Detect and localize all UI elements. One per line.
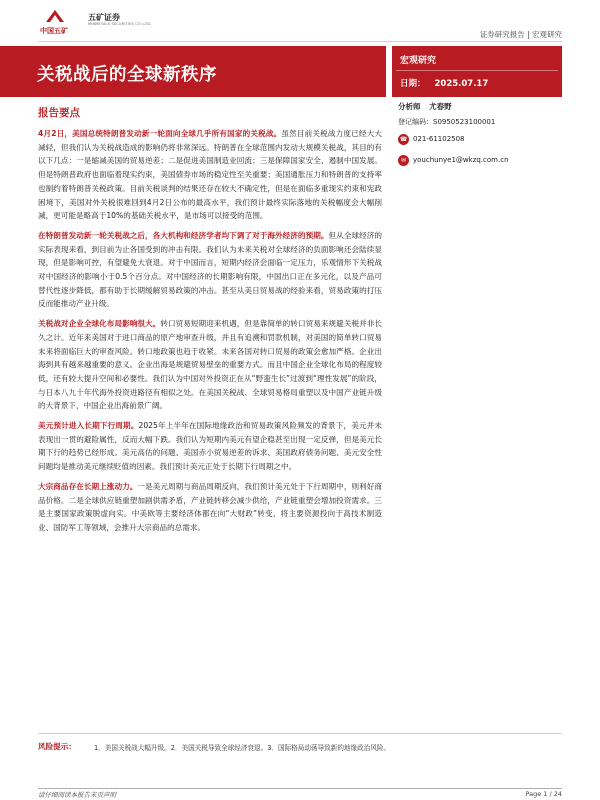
- key-point-paragraph: [38, 419, 382, 474]
- key-point-body: 一是美元周期与商品周期反向，我们预计美元处于下行周期中，则利好商品价格。二是全球供应链重塑加剧供需矛盾，产业链转移会减少供给，产业链重塑会增加投资需求。三是主要国家政策脱虚向实。中美欧等主要经济体都在向“大财政”转变，将主要资源投向于高技术制造业、国防军工等领域，会推升大宗商品的总需求。: [38, 481, 383, 532]
- footer-divider: [38, 788, 562, 789]
- risk-divider: [38, 733, 562, 734]
- key-point-lead: 在特朗普发动新一轮关税战之后，各大机构和经济学者均下调了对于海外经济的预期。: [38, 230, 329, 240]
- analyst-name: 尤春野: [429, 102, 452, 111]
- report-type: 证券研究报告 | 宏观研究: [479, 30, 562, 39]
- report-body: [38, 105, 382, 541]
- email-icon: ✉: [398, 155, 409, 166]
- brand-english: MINMETALS SECURITIES CO.,LTD.: [88, 22, 152, 26]
- key-point-body: 虽然目前关税战力度已经大大减轻，但我们认为关税战造成的影响仍将非常深远。特朗普在全球范围内发动大规模关税战，其目的有以下几点：一是缩减美国的贸易逆差；二是促进美国制造业回流；三是保障国家安全、遏制中国发展。但是特朗普政府也面临着现实约束，美国债券市场的稳定性至关重要；美国通胀压力和特朗普的支持率也制约着特朗普关税政策。目前关税谈判的结果还存在较大不确定性，但是在面临多重现实约束和宪政困境下，美国对外关税很难回到4月2日公布的最高水平，我们预计最终实际落地的关税幅度会大幅削减，更可能是略高于10%的基础关税水平，是市场可以接受的范围。: [38, 129, 382, 221]
- key-point-paragraph: [38, 229, 382, 311]
- key-point-body: 但从全球经济的实际表现来看，到目前为止各国受到的冲击有限。我们认为未来关税对全球经济的负面影响还会陆续显现，但是影响可控，有望避免大衰退。对于中国而言，短期内经济会面临一定压力，乐观情形下关税战对中国经济的影响小于0.5个百分点。对中国经济的长期影响有限，中国出口正在多元化，以及产品可替代性逐步降低，都有助于长期缓解贸易政策的冲击。甚至从美日贸易战的经验来看，贸易政策的打压反而能推动产业升级。: [38, 230, 382, 309]
- brand-group-text: 中国五矿: [40, 27, 68, 35]
- report-category: 宏观研究: [400, 56, 437, 66]
- key-point-lead: 关税战对企业全球化布局影响很大。: [38, 319, 161, 329]
- phone-icon: ☎: [399, 135, 408, 143]
- minmetals-logo-icon: [44, 8, 66, 24]
- date-label: 日期：: [400, 79, 426, 89]
- cert-number: S0950523100001: [433, 118, 496, 126]
- key-point-lead: 4月2日，美国总统特朗普发动新一轮面向全球几乎所有国家的关税战。: [38, 129, 282, 138]
- footer-disclaimer[interactable]: 请仔细阅读本报告末页声明: [38, 791, 116, 799]
- company-logo: [38, 6, 158, 36]
- report-date-row: [400, 77, 488, 89]
- risk-warning: [38, 741, 390, 752]
- section-title: 报告要点: [38, 107, 80, 119]
- risk-label: 风险提示：: [38, 742, 76, 751]
- side-header: [392, 46, 562, 97]
- analyst-info: [398, 100, 568, 166]
- email-address[interactable]: youchunye1@wkzq.com.cn: [413, 156, 509, 164]
- key-point-paragraph: [38, 317, 382, 413]
- report-title: 关税战后的全球新秩序: [37, 65, 217, 85]
- key-point-body: 2025年上半年在国际地缘政治和贸易政策风险频发的背景下，美元并未表现出一贯的避险属性，反而大幅下跌。我们认为短期内美元有望企稳甚至出现一定反弹，但是美元长期下行的趋势已经形成。美元高估的问题、美国赤小贸易逆差的诉求、美国政府债务问题、美元安全性问题均是推动美元继续贬值的因素。我们预计美元正处于长期下行周期之中。: [38, 421, 383, 472]
- phone-number: 021-61102508: [413, 135, 465, 143]
- key-point-paragraph: [38, 127, 382, 223]
- key-point-paragraph: [38, 480, 382, 535]
- key-point-lead: 大宗商品存在长期上涨动力。: [38, 481, 138, 491]
- email-row: [398, 154, 568, 166]
- analyst-label: 分析师: [398, 102, 421, 111]
- phone-row: [398, 133, 568, 145]
- key-point-lead: 美元预计进入长期下行周期。: [38, 421, 139, 431]
- title-banner: [0, 46, 386, 97]
- header-divider: [38, 41, 562, 42]
- key-point-body: 转口贸易短期迎来机遇，但是靠简单的转口贸易来规避关税并非长久之计。近年来美国对于进口商品的原产地审查升级，并且有追溯和罚款机制，对美国的简单转口贸易未来将面临巨大的审查风险。转口地政策也趋于收紧。未来各国对转口贸易的政策会愈加严格。企业出海到具有越来越重要的意义。企业出海是规避贸易壁垒的重要方式。而且中国企业全球化布局的程度较低，还有较大提升空间和必要性。我们认为中国对外投资正在从“野蛮生长”过渡到“理性发展”的阶段，与日本八九十年代海外投资进路径有相似之处。在美国关税战、全球贸易格局重塑以及中国产业链升级的大背景下，中国企业出海前景广阔。: [38, 319, 382, 411]
- risk-text: 1．美国关税战大幅升级。2．美国关税导致全球经济衰退。3．国际格局动荡导致新的地缘政治风险。: [93, 744, 391, 752]
- side-header-divider: [396, 70, 558, 71]
- brand-name: 五矿证券: [88, 13, 120, 22]
- analyst-row: [398, 101, 568, 112]
- cert-label: 登记编码：: [398, 118, 433, 126]
- report-date: 2025.07.17: [434, 79, 489, 89]
- cert-row: [398, 116, 568, 128]
- page-number: Page 1 / 24: [525, 790, 562, 798]
